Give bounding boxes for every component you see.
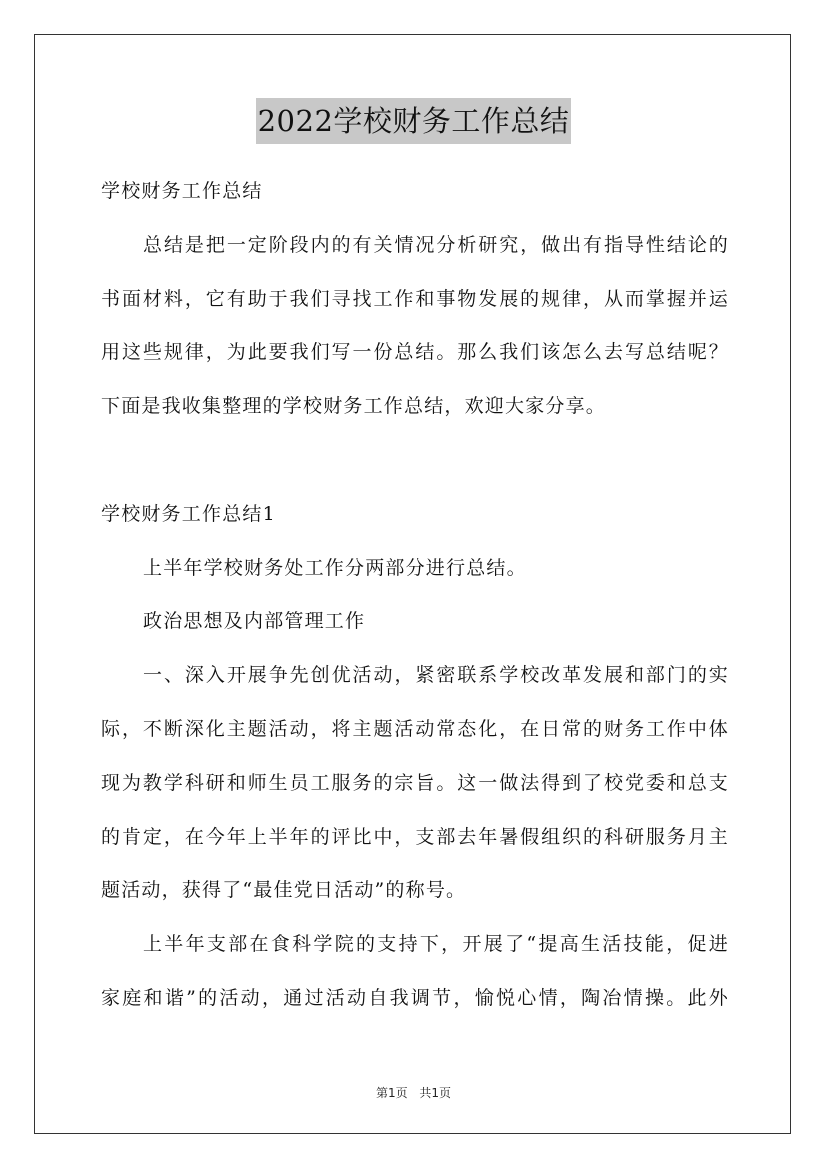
paragraph-line: 用这些规律，为此要我们写一份总结。那么我们该怎么去写总结呢？ xyxy=(101,341,729,364)
paragraph-line: 上半年学校财务处工作分两部分进行总结。 xyxy=(143,556,527,579)
paragraph-line: 下面是我收集整理的学校财务工作总结，欢迎大家分享。 xyxy=(101,395,607,418)
paragraph-line: 的肯定，在今年上半年的评比中，支部去年暑假组织的科研服务月主 xyxy=(101,825,729,848)
section-heading: 学校财务工作总结1 xyxy=(101,502,276,525)
section-heading: 学校财务工作总结 xyxy=(101,180,263,202)
page-footer xyxy=(0,1084,827,1101)
document-body xyxy=(101,165,729,1026)
paragraph-line: 政治思想及内部管理工作 xyxy=(143,610,366,633)
paragraph-line: 际，不断深化主题活动，将主题活动常态化，在日常的财务工作中体 xyxy=(101,717,729,740)
page-total: 共1页 xyxy=(419,1086,452,1100)
paragraph-line: 一、深入开展争先创优活动，紧密联系学校改革发展和部门的实 xyxy=(143,664,729,687)
blank-line xyxy=(101,434,729,488)
paragraph-line: 书面材料，它有助于我们寻找工作和事物发展的规律，从而掌握并运 xyxy=(101,287,729,310)
page-number: 第1页 xyxy=(375,1086,408,1100)
title-container xyxy=(0,98,827,144)
paragraph-line: 现为教学科研和师生员工服务的宗旨。这一做法得到了校党委和总支 xyxy=(101,771,729,794)
paragraph-line: 总结是把一定阶段内的有关情况分析研究，做出有指导性结论的 xyxy=(143,233,729,256)
document-title: 2022学校财务工作总结 xyxy=(256,98,572,144)
paragraph-line: 题活动，获得了“最佳党日活动”的称号。 xyxy=(101,879,467,902)
paragraph-line: 上半年支部在食科学院的支持下，开展了“提高生活技能，促进 xyxy=(143,933,729,956)
paragraph-line: 家庭和谐”的活动，通过活动自我调节，愉悦心情，陶冶情操。此外 xyxy=(101,986,729,1009)
